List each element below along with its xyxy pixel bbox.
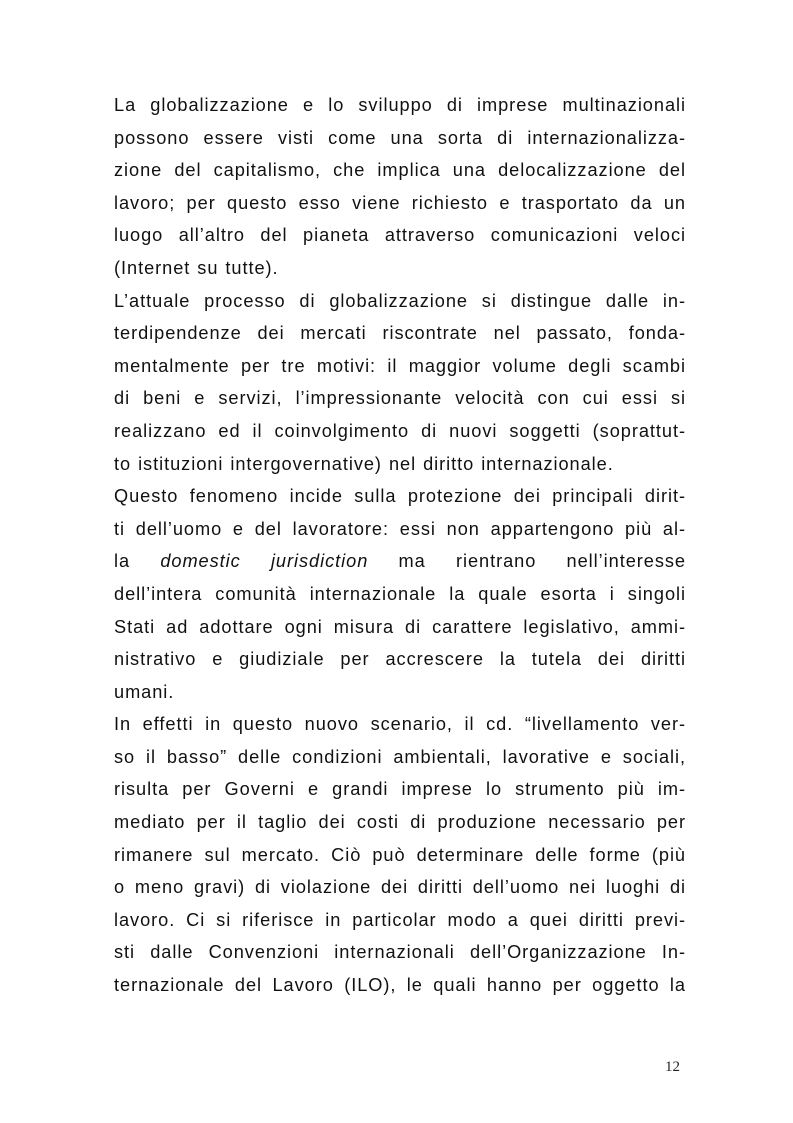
paragraph-4 [114,708,686,1001]
text-line: di beni e servizi, l’impressionante velocità con cui essi si [114,388,686,409]
text-line: realizzano ed il coinvolgimento di nuovi soggetti (soprattut- [114,420,686,441]
page-number: 12 [665,1059,680,1075]
text-line: L’attuale processo di globalizzazione si distingue dalle in- [114,290,686,311]
line-suffix: ma rientrano nell’interesse [368,551,686,572]
text-line: mentalmente per tre motivi: il maggior volume degli scambi [114,355,686,376]
emphasized-term: domestic jurisdiction [160,551,369,572]
body-text [114,89,686,1002]
text-line: ti dell’uomo e del lavoratore: essi non appartengono più al- [114,518,686,539]
text-line: o meno gravi) di violazione dei diritti dell’uomo nei luoghi di [114,877,686,898]
text-line: umani. [114,681,175,702]
text-line: risulta per Governi e grandi imprese lo strumento più im- [114,779,686,800]
text-line: mediato per il taglio dei costi di produzione necessario per [114,812,686,833]
text-line: La globalizzazione e lo sviluppo di imprese multinazionali [114,95,686,115]
text-line: lavoro. Ci si riferisce in particolar modo a quei diritti previ- [114,909,686,930]
text-line: Questo fenomeno incide sulla protezione dei principali dirit- [114,486,686,507]
text-line: lavoro; per questo esso viene richiesto e trasportato da un [114,192,686,213]
text-line: sti dalle Convenzioni internazionali dell’Organizzazione In- [114,942,686,963]
paragraph-1 [114,89,686,285]
text-line: (Internet su tutte). [114,257,279,278]
text-line: luogo all’altro del pianeta attraverso comunicazioni veloci [114,225,686,246]
text-line: terdipendenze dei mercati riscontrate nel passato, fonda- [114,323,686,344]
text-line: dell’intera comunità internazionale la quale esorta i singoli [114,583,686,604]
text-line: rimanere sul mercato. Ciò può determinare delle forme (più [114,844,686,865]
text-line: possono essere visti come una sorta di internazionalizza- [114,127,686,148]
text-line: Stati ad adottare ogni misura di carattere legislativo, ammi- [114,616,686,637]
text-line: zione del capitalismo, che implica una delocalizzazione del [114,160,686,181]
paragraph-2 [114,285,686,481]
text-line: nistrativo e giudiziale per accrescere la tutela dei diritti [114,649,686,670]
paragraph-3 [114,480,686,708]
line-prefix: la [114,551,161,572]
text-line: to istituzioni intergovernative) nel diritto internazionale. [114,453,614,474]
text-line: In effetti in questo nuovo scenario, il cd. “livellamento ver- [114,714,686,735]
text-line: so il basso” delle condizioni ambientali, lavorative e sociali, [114,746,686,767]
text-line: ternazionale del Lavoro (ILO), le quali hanno per oggetto la [114,975,686,996]
text-line-with-emphasis [114,545,686,578]
